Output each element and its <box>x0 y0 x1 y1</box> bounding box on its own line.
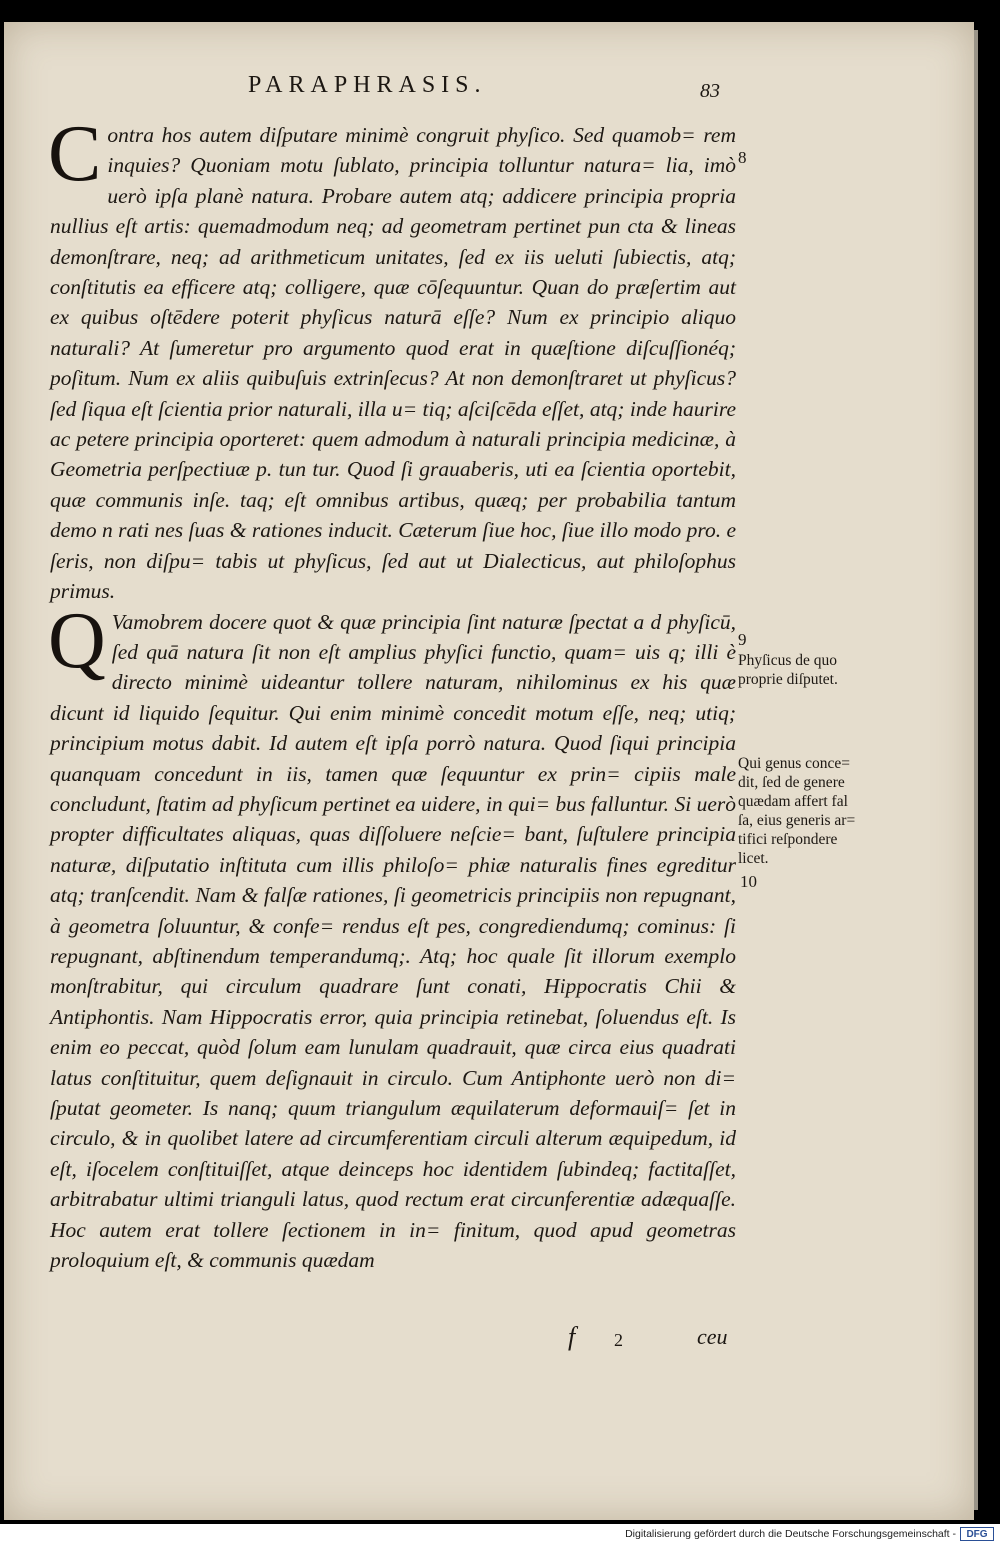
text-line: bant, ſuſtulere principia naturæ, diſputatio inſtituta cum illis philoſo= <box>50 822 737 877</box>
margin-note-line: dit, ſed de genere <box>738 774 845 791</box>
text-line: cipiis male concludunt, ſtatim ad phyſicum pertinet ea uidere, in qui= <box>50 761 737 816</box>
main-text <box>48 110 737 1275</box>
margin-note-line: licet. <box>738 850 769 867</box>
text-line: peccat, quòd ſolum eam lunulam quadrauit, quæ circa eius quadrati latus <box>50 1035 736 1090</box>
text-line: ſet in circulo, & in quolibet latere ad circumferentiam circuli alterum <box>50 1096 736 1151</box>
text-line: tabis ut phyſicus, ſed aut ut Dialecticus, aut philoſophus primus. <box>50 548 737 604</box>
paragraph-1 <box>48 110 737 607</box>
margin-note-physicus <box>738 651 838 689</box>
paragraph-2 <box>48 596 737 1276</box>
text-line: cta & lineas demonſtrare, neq; ad arithmeticum unitates, ſed ex iis ueluti <box>50 214 736 269</box>
text-line: bus falluntur. Si uerò propter difficultates aliquas, quas diſſoluere neſcie= <box>50 791 736 847</box>
text-line: ſubindeq; factitaſſet, arbitrabatur ultimi trianguli latus, quod rectum <box>50 1156 736 1212</box>
text-line: conſtituitur, quem deſignauit in circulo. Cum Antiphonte uerò non di= <box>100 1065 737 1090</box>
signature-mark: f <box>568 1322 576 1351</box>
margin-note-line: Qui genus conce= <box>738 755 851 772</box>
text-line: tur. Quod ſi grauaberis, uti ea ſcientia oportebit, quæ communis inſe. taq; <box>50 457 736 512</box>
text-line: ſiqui principia quanquam concedunt in iis, tamen quæ ſequuntur ex prin= <box>50 731 737 786</box>
text-line: do præſertim aut ex quibus oſtēdere poterit phyſicus naturā eſſe? Num ex <box>50 275 737 330</box>
margin-number-9: 9 <box>738 630 747 649</box>
text-line: ontra hos autem diſputare minimè congruit phyſico. Sed quamob= <box>107 123 696 147</box>
text-line: geometricis principiis non repugnant, à geometra ſoluuntur, & confe= <box>50 883 736 938</box>
text-line: neq; utiq; principium motus dabit. Id autem eſt ipſa porrò natura. Quod <box>50 700 736 756</box>
text-line: erat circunferentiæ adæquaſſe. Hoc autem erat tollere ſectionem in in= <box>50 1187 737 1242</box>
text-line: circulum quadrare ſunt conati, Hippocratis Chii & Antiphontis. Nam <box>50 974 737 1029</box>
text-line: admodum à naturali principia medicinæ, à Geometria perſpectiuæ p. tun <box>50 427 736 482</box>
margin-number-8: 8 <box>738 148 747 167</box>
text-line: principio aliquo naturali? At ſumeretur pro argumento quod erat in <box>50 305 737 360</box>
signature-number: 2 <box>614 1330 623 1350</box>
text-line: Vamobrem docere quot & quæ principia ſint naturæ ſpectat a d <box>111 609 662 634</box>
text-line: rationes inducit. Cæterum ſiue hoc, ſiue illo modo pro. e ſeris, non diſpu= <box>50 518 737 573</box>
margin-note-line: proprie diſputet. <box>738 671 838 688</box>
margin-note-line: ſa, eius generis ar= <box>738 812 856 829</box>
dropcap-q: Q <box>48 596 106 685</box>
catchword: ceu <box>697 1324 728 1349</box>
text-line: rendus eſt pes, congrediendumq; cominus: ſi repugnant, abſtinendum <box>50 913 736 968</box>
page-edge <box>974 30 978 1510</box>
text-line: uis q; illi è directo minimè uideantur tollere naturam, nihilominus ex his <box>111 639 737 695</box>
text-line: tiq; aſciſcēda eſſet, atq; inde haurire ac petere principia oporteret: quem <box>50 396 737 452</box>
text-line: ſubiectis, atq; conſtitutis ea efficere atq; colligere, quæ cōſequuntur. Quan <box>50 244 736 300</box>
text-line: phiæ naturalis fines egreditur atq; tranſcendit. Nam & falſæ rationes, ſi <box>50 852 736 908</box>
dropcap-c: C <box>48 110 102 198</box>
text-line: ſputat geometer. Is nanq; quum triangulum æquilaterum deformauiſ= <box>50 1096 679 1120</box>
dfg-logo[interactable]: DFG <box>960 1527 994 1541</box>
text-line: non demonſtraret ut phyſicus? ſed ſiqua eſt ſcientia prior naturali, illa u= <box>50 366 736 421</box>
text-line: finitum, quod apud geometras proloquium eſt, & communis quædam <box>50 1217 737 1273</box>
text-line: Hippocratis error, quia principia retinebat, ſoluendus eſt. Is enim eo <box>50 1004 737 1060</box>
text-line: rem inquies? Quoniam motu ſublato, principia tolluntur natura= <box>107 123 736 178</box>
margin-number-10: 10 <box>740 872 757 891</box>
margin-note-genus <box>738 754 855 868</box>
text-line: quæ dicunt id liquido ſequitur. Qui enim minimè concedit motum eſſe, <box>50 670 737 725</box>
text-line: temperandumq;. Atq; hoc quale ſit illorum exemplo monſtrabitur, qui <box>50 943 737 999</box>
text-line: phyſicū, ſed quā natura ſit non eſt amplius phyſici functio, quam= <box>111 609 737 664</box>
margin-note-line: Phyſicus de quo <box>738 652 838 669</box>
margin-note-line: quædam affert fal <box>738 793 848 810</box>
text-line: quæſtione diſcuſſionéq; poſitum. Num ex aliis quibuſuis extrinſecus? At <box>50 335 736 391</box>
text-line: lia, imò uerò ipſa planè natura. Probare autem atq; addicere principia <box>107 153 737 208</box>
text-line: æquipedum, id eſt, iſocelem conſtituiſſet, atque deinceps hoc identidem <box>50 1126 737 1181</box>
page-number: 83 <box>700 80 720 102</box>
text-line: propria nullius eſt artis: quemadmodum neq; ad geometram pertinet pun <box>50 183 736 239</box>
text-line: eſt omnibus artibus, quæq; per probabilia tantum demo n rati nes ſuas & <box>50 487 736 543</box>
running-head: PARAPHRASIS. <box>248 72 487 98</box>
digitization-credit: Digitalisierung gefördert durch die Deutsche Forschungsgemeinschaft - <box>625 1528 956 1540</box>
margin-note-line: tifici reſpondere <box>738 831 838 848</box>
